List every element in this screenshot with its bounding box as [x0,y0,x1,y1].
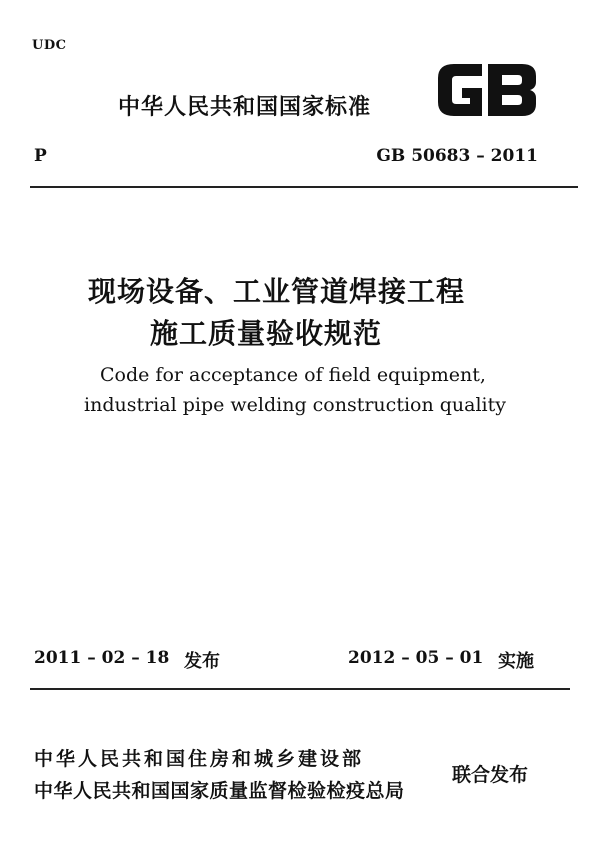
national-standard-title: 中华人民共和国国家标准 [118,95,372,120]
effective-label: 实施 [498,651,534,672]
classification-letter: P [34,146,47,166]
joint-publication-label: 联合发布 [452,764,529,786]
title-en-line1: Code for acceptance of field equipment, [100,364,486,386]
title-cn-line1: 现场设备、工业管道焊接工程 [88,275,466,308]
title-cn-line2: 施工质量验收规范 [150,317,383,350]
top-divider [30,186,578,188]
udc-label: UDC [32,38,67,53]
bottom-divider [30,688,570,690]
issue-label: 发布 [184,651,220,672]
issuer-line2: 中华人民共和国国家质量监督检验检疫总局 [34,780,405,802]
gb-logo [432,58,542,122]
standard-number: GB 50683 – 2011 [376,146,538,166]
title-en-line2: industrial pipe welding construction quality [84,394,506,416]
effective-date: 2012 – 05 – 01 [348,648,484,668]
issuer-line1: 中华人民共和国住房和城乡建设部 [34,748,365,770]
issue-date: 2011 – 02 – 18 [34,648,170,668]
